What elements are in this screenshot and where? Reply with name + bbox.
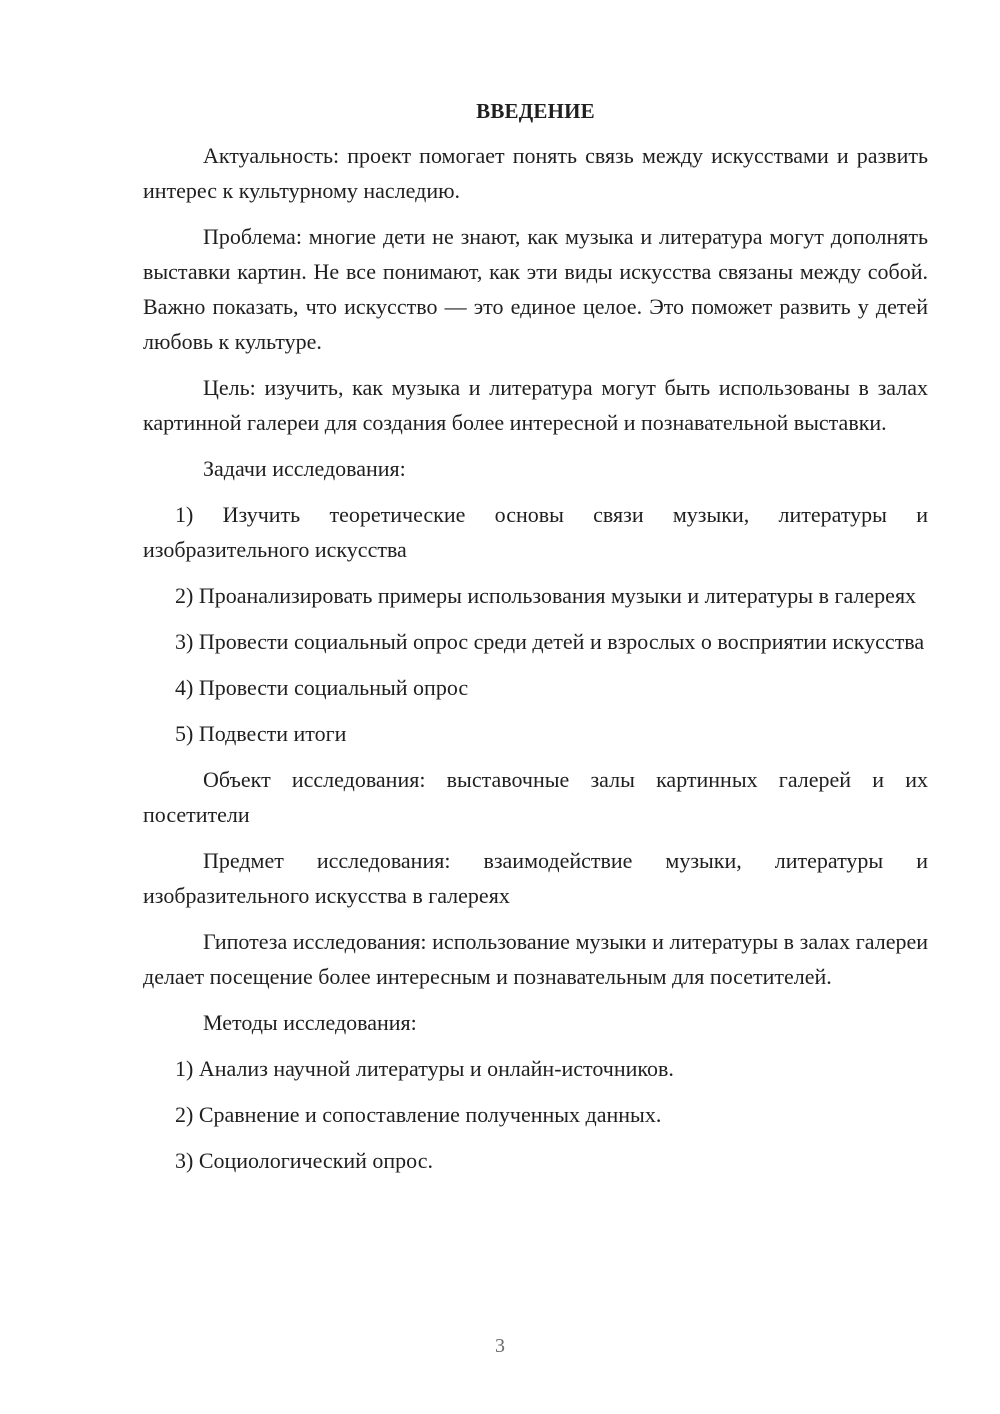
method-item: 2) Сравнение и сопоставление полученных данных. — [175, 1102, 662, 1127]
section-heading: ВВЕДЕНИЕ — [476, 99, 595, 123]
tasks-heading: Задачи исследования: — [203, 456, 406, 481]
task-item: 3) Провести социальный опрос среди детей и взрослых о восприятии искусства — [175, 629, 925, 654]
methods-heading: Методы исследования: — [203, 1010, 417, 1035]
task-item: 4) Провести социальный опрос — [175, 675, 469, 700]
method-item: 1) Анализ научной литературы и онлайн-источников. — [175, 1056, 674, 1081]
relevance-paragraph: Актуальность: проект помогает понять связь между искусствами и развить интерес к культурному наследию. — [143, 143, 928, 203]
goal-paragraph: Цель: изучить, как музыка и литература могут быть использованы в залах картинной галереи для создания более интересной и познавательной выставки. — [143, 375, 928, 435]
hypothesis-paragraph: Гипотеза исследования: использование музыки и литературы в залах галереи делает посещение более интересным и познавательным для посетителей. — [143, 929, 928, 989]
task-item: 1) Изучить теоретические основы связи музыки, литературы и изобразительного искусства — [143, 502, 928, 562]
page-content — [143, 94, 928, 1189]
method-item: 3) Социологический опрос. — [175, 1148, 433, 1173]
page-number: 3 — [495, 1335, 505, 1357]
object-paragraph: Объект исследования: выставочные залы картинных галерей и их посетители — [143, 767, 928, 827]
problem-paragraph: Проблема: многие дети не знают, как музыка и литература могут дополнять выставки картин. Не все понимают, как эти виды искусства связаны между собой. Важно показать, что искусство — это единое целое. Это поможет развить у детей любовь к культуре. — [143, 224, 928, 354]
task-item: 2) Проанализировать примеры использования музыки и литературы в галереях — [175, 583, 917, 608]
subject-paragraph: Предмет исследования: взаимодействие музыки, литературы и изобразительного искусства в галереях — [143, 848, 928, 908]
task-item: 5) Подвести итоги — [175, 721, 347, 746]
